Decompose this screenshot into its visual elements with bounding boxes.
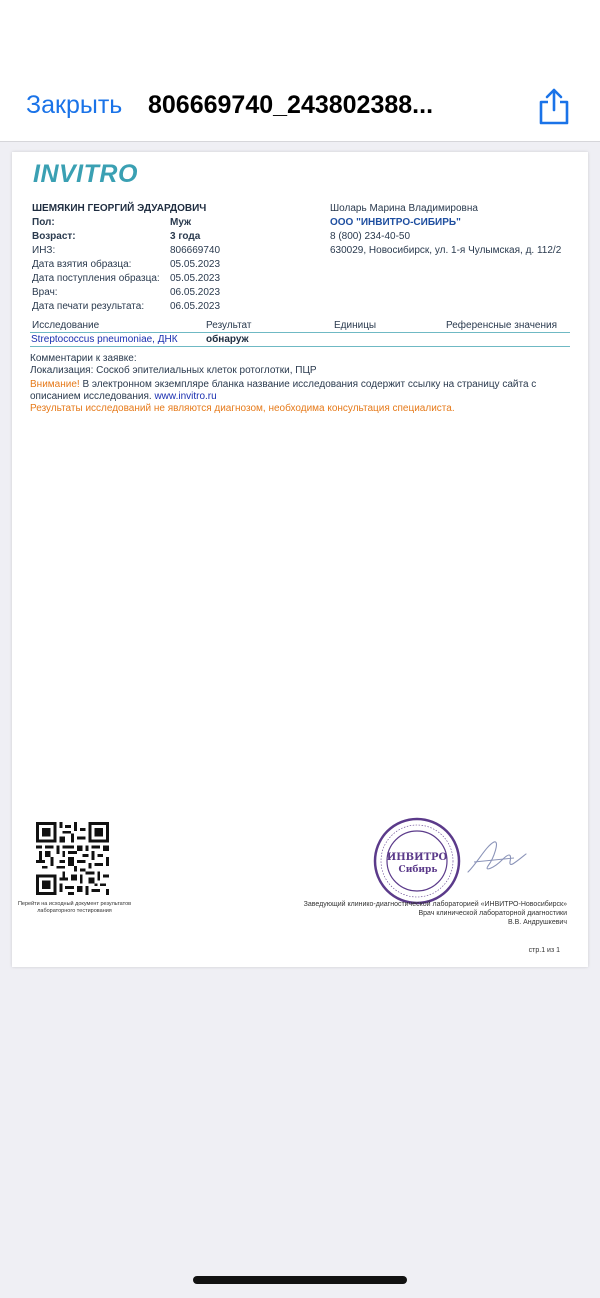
field-print-date <box>32 301 302 315</box>
field-inz <box>32 245 302 259</box>
signature-icon <box>464 832 530 882</box>
comments-localization: Локализация: Соскоб эпителиальных клеток ротоглотки, ПЦР <box>30 365 317 376</box>
stamp-org-line1: ИНВИТРО <box>386 852 448 863</box>
comments-title: Комментарии к заявке: <box>30 353 137 364</box>
field-sample-date <box>32 259 302 273</box>
qr-caption: Перейти на исходный документ результатов лабораторного тестирования <box>17 901 132 914</box>
lab-info <box>330 203 561 259</box>
col-header-result: Результат <box>206 320 252 331</box>
document-page <box>12 152 588 967</box>
chief-line3: В.В. Андрушкевич <box>507 919 567 926</box>
col-header-test: Исследование <box>32 320 100 331</box>
field-value: 05.05.2023 <box>170 273 221 284</box>
home-indicator[interactable] <box>193 1276 407 1284</box>
share-icon[interactable] <box>536 86 572 126</box>
site-link[interactable]: www.invitro.ru <box>154 391 217 402</box>
field-value: 06.05.2023 <box>170 287 221 298</box>
field-label: Дата печати результата: <box>32 301 145 312</box>
table-row <box>30 334 570 347</box>
test-link[interactable]: Streptococcus pneumoniae, ДНК <box>31 334 178 345</box>
field-value: 3 года <box>170 231 201 242</box>
field-label: Врач: <box>32 287 58 298</box>
field-label: Возраст: <box>32 231 76 242</box>
patient-name: ШЕМЯКИН ГЕОРГИЙ ЭДУАРДОВИЧ <box>32 203 207 214</box>
col-header-reference: Референсные значения <box>446 320 558 331</box>
chief-signature-block <box>304 900 567 927</box>
chief-line2: Врач клинической лабораторной диагностики <box>418 910 567 917</box>
lab-phone: 8 (800) 234-40-50 <box>330 231 411 242</box>
comments-block <box>30 353 575 415</box>
chief-line1: Заведующий клинико-диагностической лабораторией «ИНВИТРО-Новосибирск» <box>303 901 567 908</box>
qr-code[interactable] <box>36 822 109 895</box>
page-number: стр.1 из 1 <box>528 947 560 954</box>
field-value: 05.05.2023 <box>170 259 221 270</box>
close-button[interactable]: Закрыть <box>26 91 123 119</box>
field-label: Пол: <box>32 217 55 228</box>
field-value: 06.05.2023 <box>170 301 221 312</box>
top-bar <box>0 0 600 142</box>
lab-doctor: Шоларь Марина Владимировна <box>330 203 478 214</box>
field-label: Дата поступления образца: <box>32 273 160 284</box>
lab-address: 630029, Новосибирск, ул. 1-я Чулымская, д. 112/2 <box>330 245 562 256</box>
results-table-header <box>30 320 570 333</box>
stamp-icon <box>372 816 462 906</box>
stamp-org-line2: Сибирь <box>398 865 438 875</box>
field-label: Дата взятия образца: <box>32 259 132 270</box>
field-value: Муж <box>170 217 192 228</box>
attention-text: В электронном экземпляре бланка название исследования содержит ссылку на страницу сайта с описанием исследования. <box>30 379 537 402</box>
col-header-units: Единицы <box>334 320 377 331</box>
result-value: обнаруж <box>206 334 249 345</box>
patient-fields <box>32 217 302 315</box>
disclaimer: Результаты исследований не являются диагнозом, необходима консультация специалиста. <box>30 403 455 414</box>
invitro-logo: INVITRO <box>33 160 138 188</box>
attention-word: Внимание! <box>30 379 80 390</box>
lab-org: ООО "ИНВИТРО-СИБИРЬ" <box>330 217 461 228</box>
field-age <box>32 231 302 245</box>
field-label: ИНЗ: <box>32 245 56 256</box>
field-value: 806669740 <box>170 245 221 256</box>
field-doctor <box>32 287 302 301</box>
field-sex <box>32 217 302 231</box>
document-title: 806669740_243802388... <box>148 91 434 119</box>
attention-note <box>30 379 575 403</box>
field-received-date <box>32 273 302 287</box>
